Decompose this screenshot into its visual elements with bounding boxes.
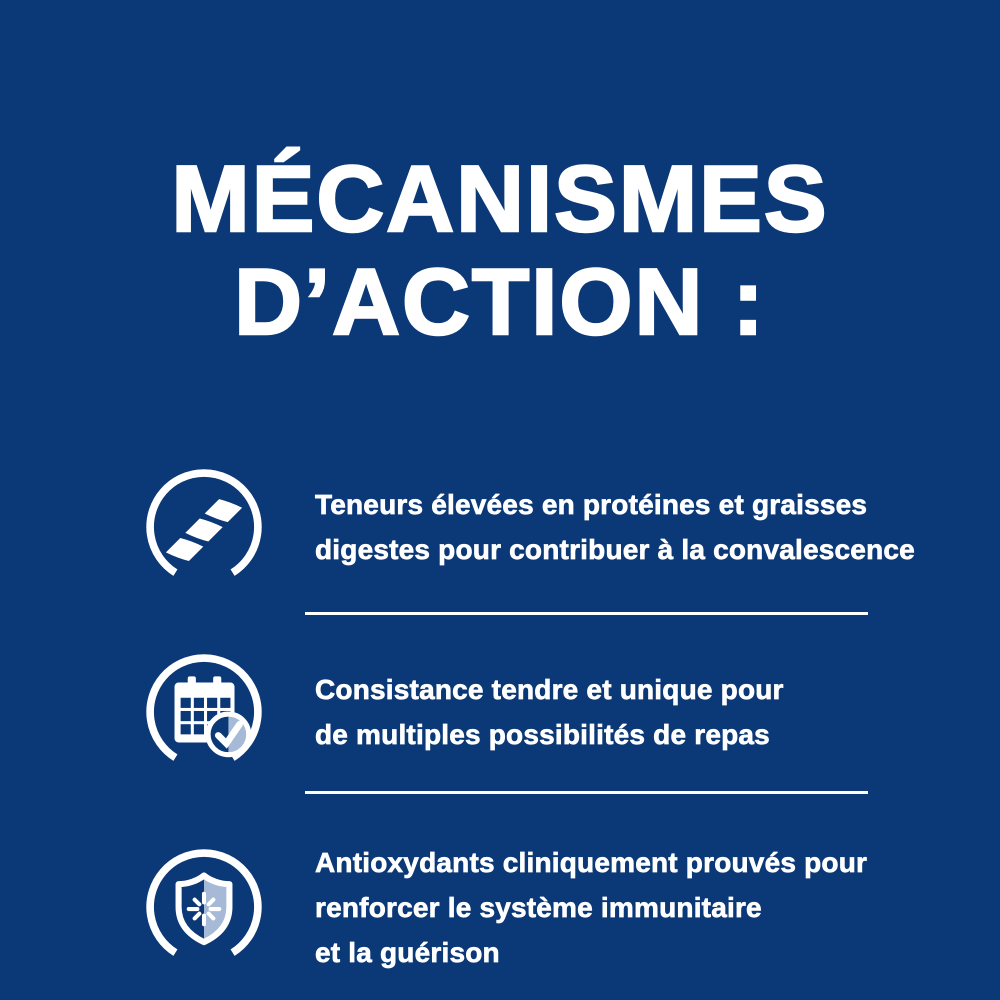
mechanism-text-consistency	[315, 667, 784, 757]
text-line: de multiples possibilités de repas	[315, 718, 770, 750]
mechanism-row-antioxidants	[143, 840, 1000, 975]
text-line: Antioxydants cliniquement prouvés pour	[315, 846, 868, 878]
text-line: renforcer le système immunitaire	[315, 891, 762, 923]
shield-spark-icon	[143, 846, 265, 968]
page-title-line2: D’ACTION :	[234, 249, 766, 355]
divider-2	[305, 791, 868, 794]
text-line: et la guérison	[315, 936, 500, 968]
text-line: digestes pour contribuer à la convalescence	[315, 533, 915, 565]
mechanism-text-antioxidants	[315, 840, 867, 975]
mechanism-row-protein	[143, 466, 1000, 588]
text-line: Consistance tendre et unique pour	[315, 673, 784, 705]
mechanism-text-protein	[315, 482, 915, 572]
dna-icon	[143, 466, 265, 588]
page-title	[0, 63, 1000, 354]
mechanism-row-consistency	[143, 651, 1000, 773]
calendar-check-icon	[143, 651, 265, 773]
page-title-line1: MÉCANISMES	[171, 145, 829, 251]
text-line: Teneurs élevées en protéines et graisses	[315, 488, 868, 520]
mechanism-list	[0, 466, 1000, 975]
divider-1	[305, 612, 868, 615]
